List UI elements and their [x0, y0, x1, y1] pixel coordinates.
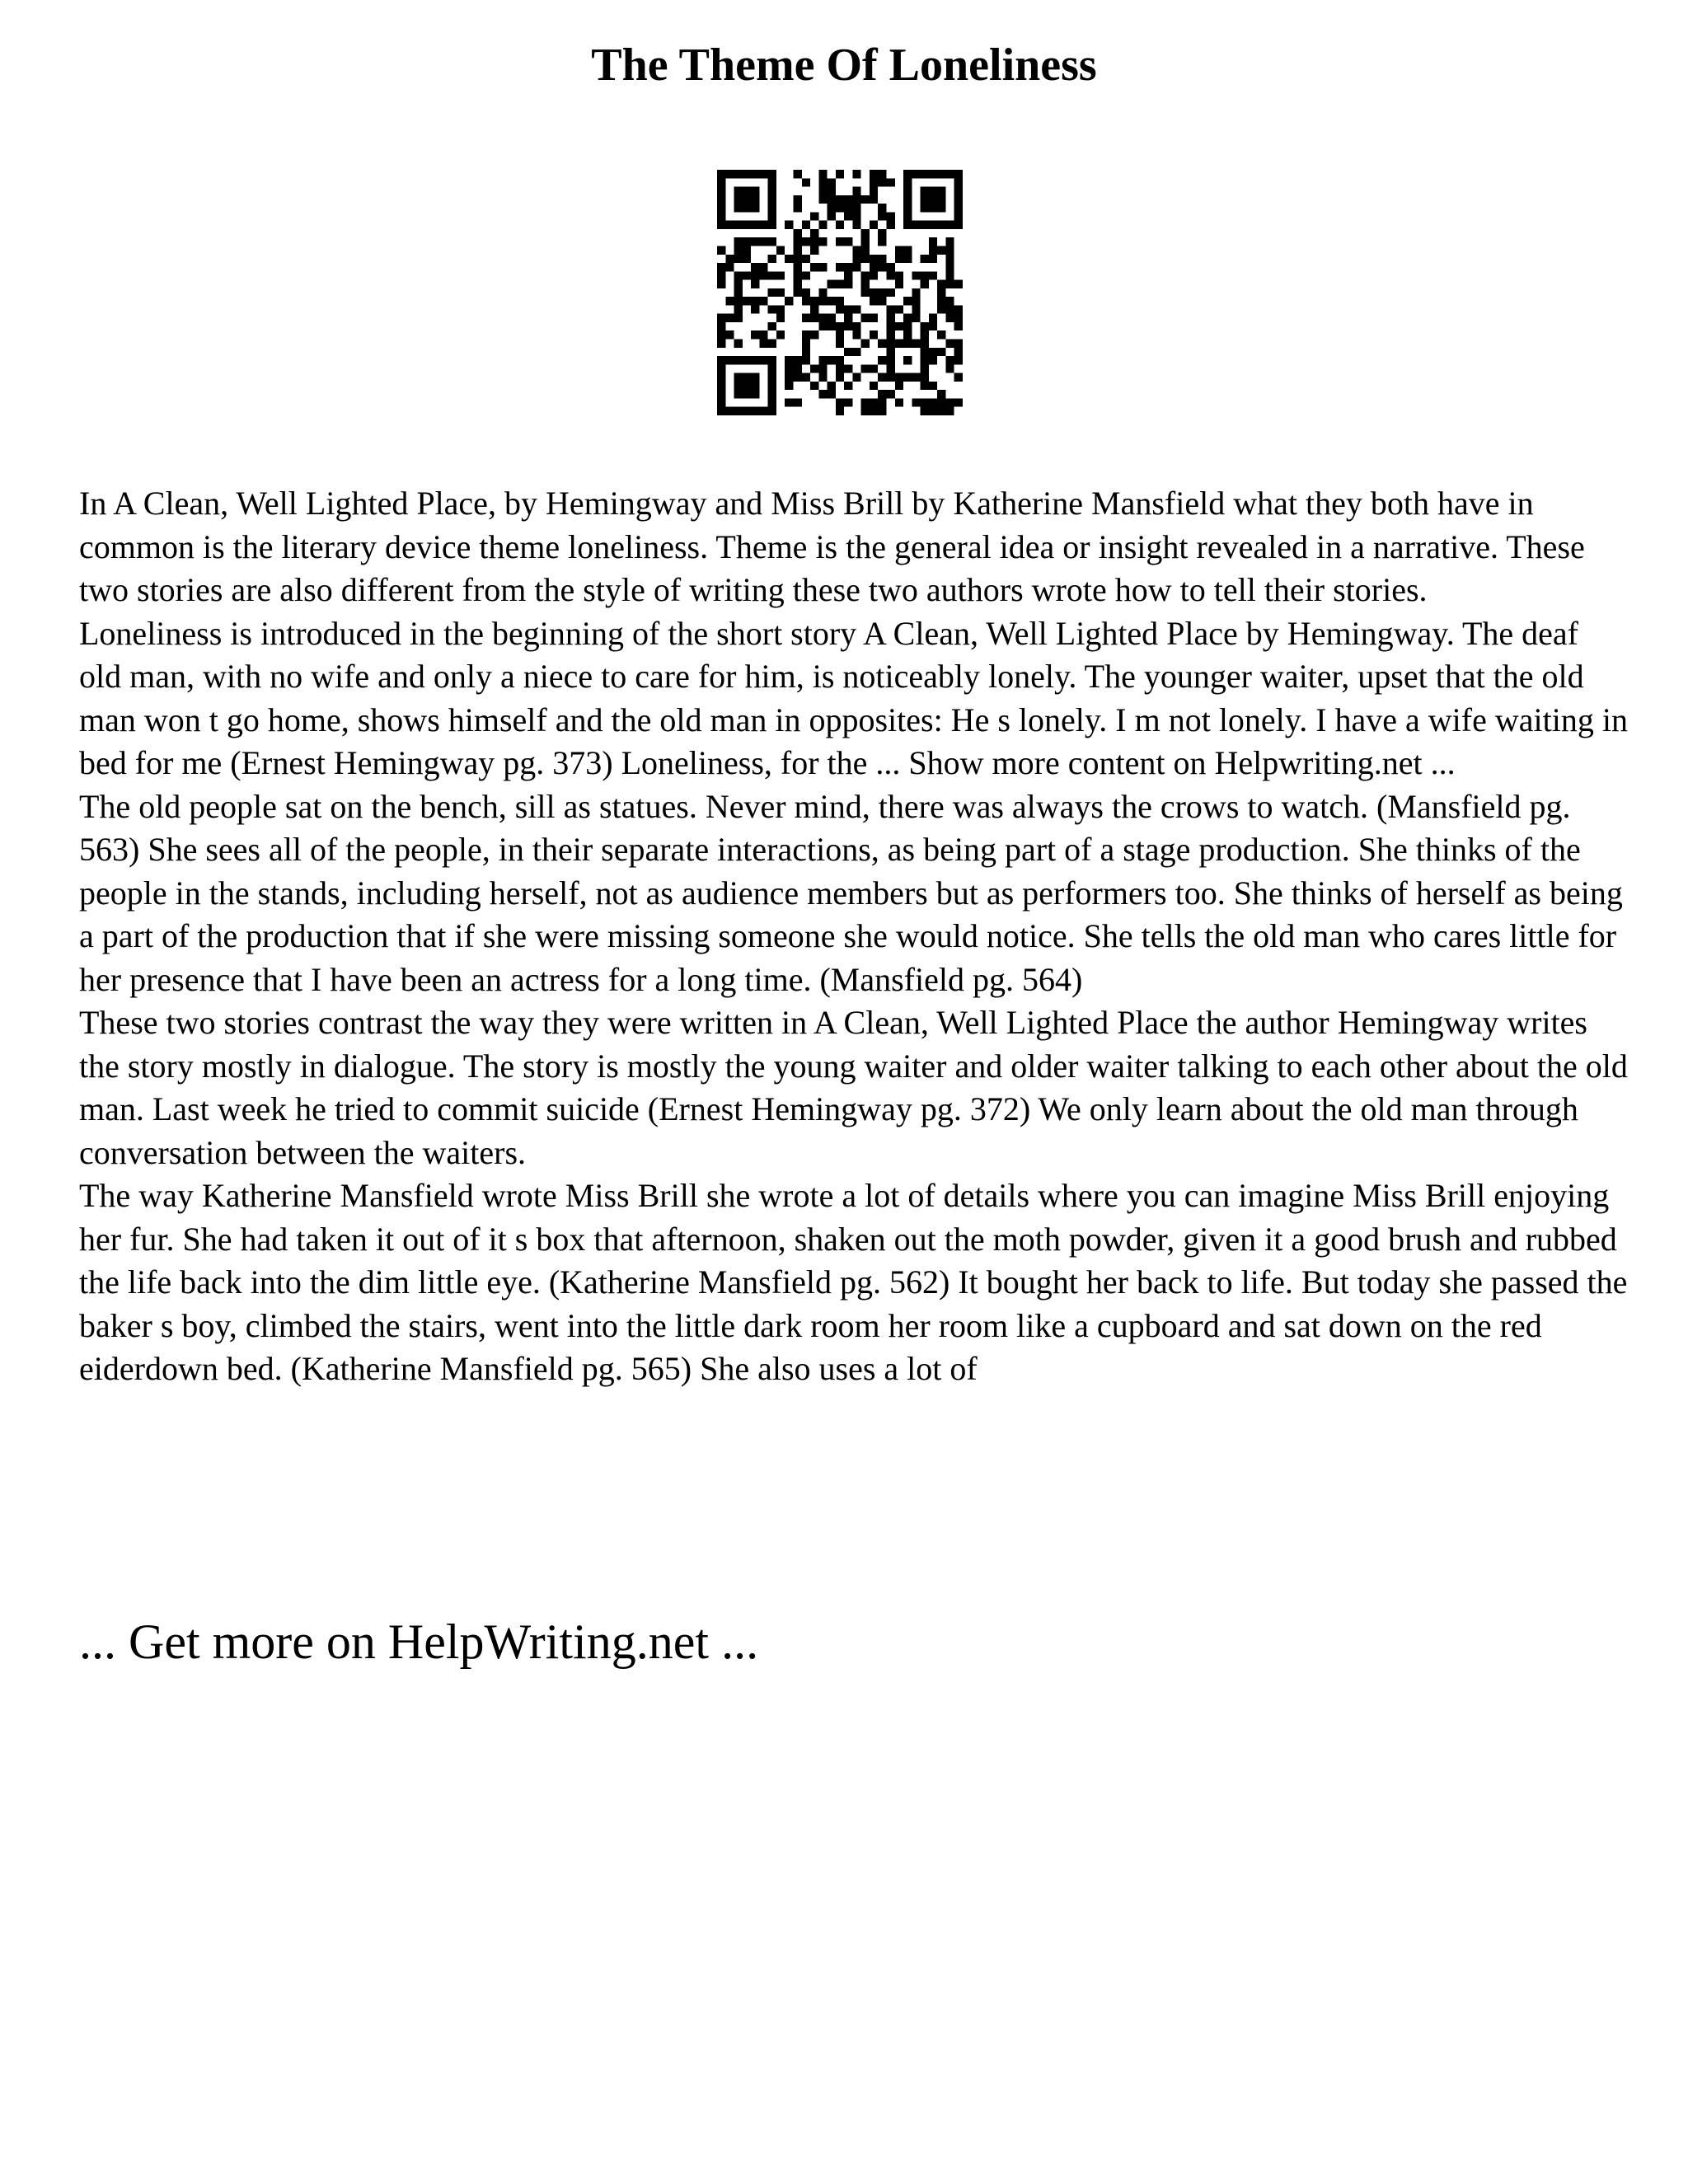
page-title: The Theme Of Loneliness: [591, 40, 1097, 91]
essay-paragraph: The old people sat on the bench, sill as statues. Never mind, there was always the crows to watch. (Mansfield pg. 563) She sees all of the people, in their separate interactions, as being part of a stage production. She thinks of the people in the stands, including herself, not as audience members but as performers too. She thinks of herself as being a part of the production that if she were missing someone she would notice. She tells the old man who cares little for her presence that I have been an actress for a long time. (Mansfield pg. 564): [79, 787, 1623, 998]
essay-paragraph: In A Clean, Well Lighted Place, by Hemingway and Miss Brill by Katherine Mansfield what they both have in common is the literary device theme loneliness. Theme is the general idea or insight revealed in a narrative. These two stories are also different from the style of writing these two authors wrote how to tell their stories.: [79, 485, 1585, 608]
essay-paragraph: These two stories contrast the way they were written in A Clean, Well Lighted Place the author Hemingway writes the story mostly in dialogue. The story is mostly the young waiter and older waiter talking to each other about the old man. Last week he tried to commit suicide (Ernest Hemingway pg. 372) We only learn about the old man through conversation between the waiters.: [79, 1004, 1628, 1171]
get-more-link[interactable]: ... Get more on HelpWriting.net ...: [79, 1615, 759, 1669]
essay-body: [79, 482, 1629, 1391]
qr-code-icon: [717, 170, 963, 415]
essay-paragraph: Loneliness is introduced in the beginning of the short story A Clean, Well Lighted Place by Hemingway. The deaf old man, with no wife and only a niece to care for him, is noticeably lonely. The younger waiter, upset that the old man won t go home, shows himself and the old man in opposites: He s lonely. I m not lonely. I have a wife waiting in bed for me (Ernest Hemingway pg. 373) Loneliness, for the ... Show more content on Helpwriting.net ...: [79, 614, 1628, 781]
essay-paragraph: The way Katherine Mansfield wrote Miss Brill she wrote a lot of details where you can imagine Miss Brill enjoying her fur. She had taken it out of it s box that afternoon, shaken out the moth powder, given it a good brush and rubbed the life back into the dim little eye. (Katherine Mansfield pg. 562) It bought her back to life. But today she passed the baker s boy, climbed the stairs, went into the little dark room her room like a cupboard and sat down on the red eiderdown bed. (Katherine Mansfield pg. 565) She also uses a lot of: [79, 1177, 1628, 1387]
